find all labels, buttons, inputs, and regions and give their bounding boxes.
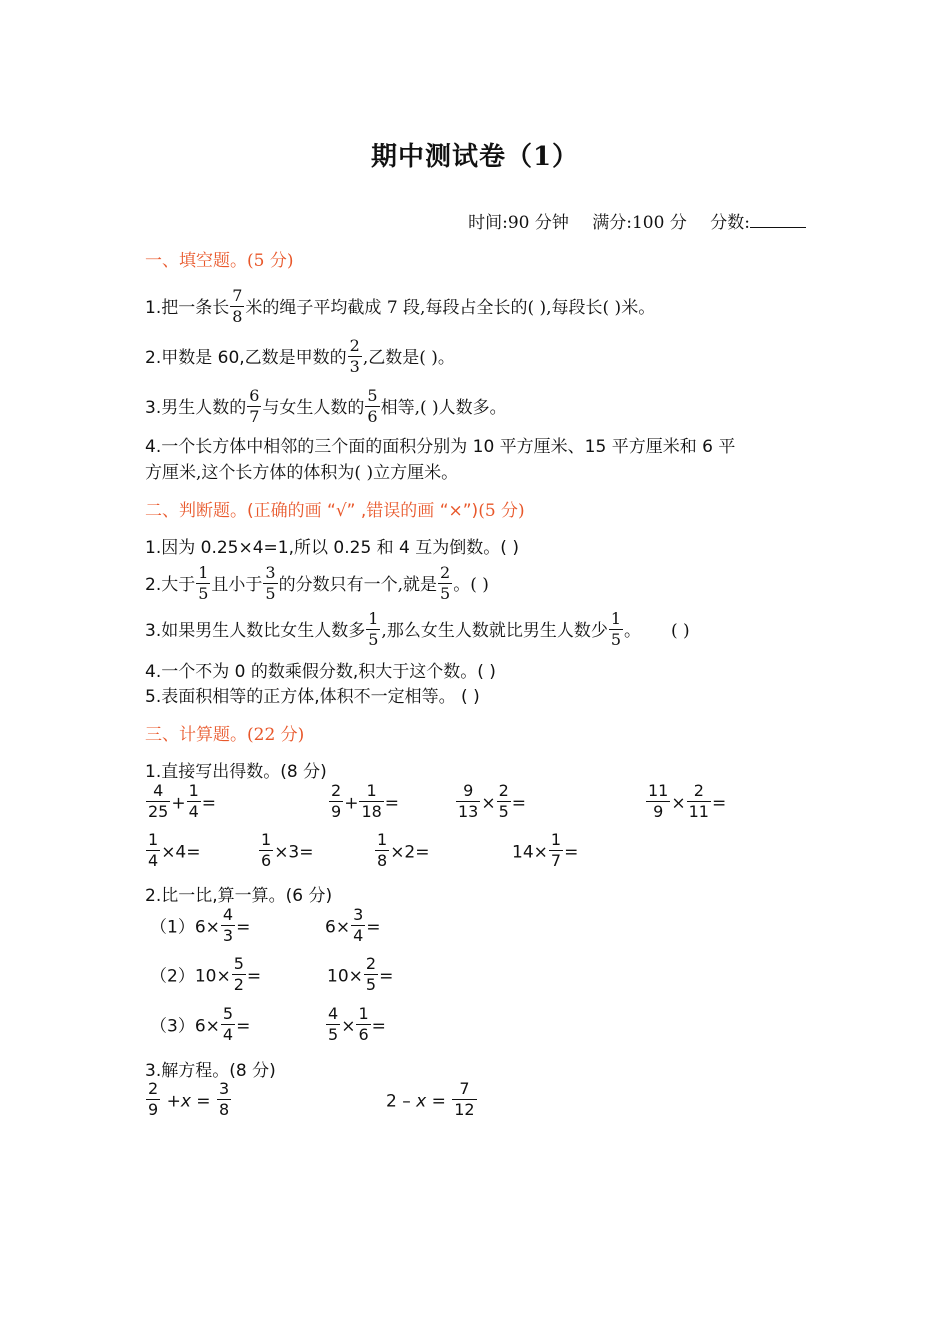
- numerator: 1: [148, 830, 159, 849]
- denominator: 8: [377, 851, 388, 870]
- q-text: 3.男生人数的: [145, 398, 247, 418]
- calc-prefix: 6×: [194, 917, 220, 938]
- numerator: 3: [218, 1079, 230, 1098]
- score-field: [710, 213, 806, 233]
- full-score: 满分:100 分: [592, 213, 687, 233]
- fraction: [375, 832, 389, 869]
- denominator: 8: [232, 307, 243, 326]
- numerator: 5: [222, 1004, 234, 1023]
- numerator: 5: [367, 386, 378, 405]
- page-title: 期中测试卷（1）: [370, 142, 580, 172]
- variable-x: x: [180, 1091, 191, 1112]
- compare-row-3-b: [325, 1004, 386, 1045]
- score-blank: [750, 211, 806, 228]
- denominator: 5: [198, 584, 209, 603]
- equals: =: [711, 793, 727, 814]
- equation-1: [145, 1079, 232, 1120]
- equals: =: [426, 1091, 452, 1112]
- fraction: [438, 565, 452, 602]
- s2-question-2: [145, 563, 489, 604]
- section-3-points: (22 分): [247, 725, 305, 745]
- s2-question-5: 5.表面积相等的正方体,体积不一定相等。 ( ): [145, 687, 480, 707]
- numerator: 1: [359, 783, 383, 802]
- fraction: [221, 907, 235, 944]
- denominator: 12: [454, 1100, 475, 1119]
- score-label: 分数:: [710, 213, 750, 233]
- answer-parens: ( ): [671, 621, 690, 641]
- equals: =: [371, 1016, 386, 1037]
- numerator: 7: [452, 1081, 476, 1100]
- denominator: 5: [265, 584, 276, 603]
- q-text: 1.把一条长: [145, 298, 230, 318]
- denominator: 8: [218, 1100, 230, 1119]
- denominator: 7: [249, 407, 260, 426]
- s2-question-4: 4.一个不为 0 的数乘假分数,积大于这个数。( ): [145, 662, 496, 682]
- numerator: 2: [349, 336, 360, 355]
- fraction: [187, 783, 201, 820]
- q-text: 米的绳子平均截成 7 段,每段占全长的( ),每段长( )米。: [245, 298, 656, 318]
- numerator: 4: [328, 1004, 339, 1023]
- numerator: 2: [687, 783, 711, 802]
- s1-question-2: [145, 336, 455, 377]
- denominator: 4: [188, 802, 199, 821]
- fraction: [221, 1006, 235, 1043]
- fraction: [196, 565, 210, 602]
- numerator: 5: [233, 954, 244, 973]
- q-text: 且小于: [211, 575, 263, 595]
- denominator: 6: [261, 851, 272, 870]
- calc-prefix: 2 –: [386, 1091, 417, 1112]
- calc-prefix: 14×: [512, 842, 548, 863]
- denominator: 3: [349, 357, 360, 376]
- calc-rest: ×2=: [390, 842, 430, 863]
- s2-question-3: [145, 609, 690, 650]
- q-text: 相等,( )人数多。: [380, 398, 507, 418]
- s1-question-1: [145, 286, 656, 327]
- operator: +: [161, 1091, 181, 1112]
- numerator: 1: [377, 830, 388, 849]
- s1-question-3: [145, 386, 507, 427]
- exam-meta: [450, 208, 806, 233]
- s1-question-4-line-2: 方厘米,这个长方体的体积为( )立方厘米。: [145, 463, 459, 483]
- section-1-title: 一、填空题。: [145, 251, 247, 271]
- s2-question-1: 1.因为 0.25×4=1,所以 0.25 和 4 互为倒数。( ): [145, 538, 519, 558]
- equals: =: [511, 793, 527, 814]
- denominator: 5: [610, 630, 622, 649]
- calc-item: [328, 781, 400, 822]
- numerator: 2: [148, 1079, 159, 1098]
- numerator: 9: [456, 783, 480, 802]
- fraction: [217, 1081, 231, 1118]
- fraction: [146, 832, 160, 869]
- row-label: （2）: [150, 966, 195, 987]
- equals: =: [379, 966, 394, 987]
- q-text: 。( ): [453, 575, 489, 595]
- numerator: 3: [353, 905, 364, 924]
- numerator: 6: [249, 386, 260, 405]
- numerator: 2: [440, 563, 451, 582]
- fraction: [549, 832, 563, 869]
- denominator: 4: [353, 926, 364, 945]
- q-text: 3.如果男生人数比女生人数多: [145, 621, 366, 641]
- row-label: （3）: [150, 1016, 195, 1037]
- equation-2: [386, 1079, 478, 1120]
- denominator: 13: [458, 802, 479, 821]
- s3-part-3: 3.解方程。(8 分): [145, 1061, 276, 1081]
- fraction: [687, 783, 711, 820]
- q-text: 2.大于: [145, 575, 196, 595]
- s3-part-2: 2.比一比,算一算。(6 分): [145, 886, 333, 906]
- compare-row-2-b: [327, 954, 394, 995]
- denominator: 18: [361, 802, 382, 821]
- q-text: ,那么女生人数就比男生人数少: [381, 621, 608, 641]
- fraction: [497, 783, 511, 820]
- equals: =: [236, 1016, 251, 1037]
- denominator: 4: [148, 851, 159, 870]
- numerator: 2: [365, 954, 377, 973]
- calc-item: [145, 830, 201, 871]
- denominator: 11: [688, 802, 709, 821]
- row-label: （1）: [150, 917, 195, 938]
- calc-item: [374, 830, 430, 871]
- equals: =: [564, 842, 579, 863]
- fraction: [456, 783, 480, 820]
- fraction: [230, 288, 244, 325]
- section-2-heading: [145, 496, 525, 521]
- numerator: 1: [261, 830, 272, 849]
- numerator: 1: [198, 563, 209, 582]
- denominator: 6: [367, 407, 378, 426]
- numerator: 3: [265, 563, 276, 582]
- section-1-heading: [145, 246, 293, 271]
- fraction: [359, 783, 383, 820]
- q-text: 与女生人数的: [262, 398, 365, 418]
- calc-item: [645, 781, 727, 822]
- fraction: [351, 907, 365, 944]
- fraction: [263, 565, 277, 602]
- denominator: 5: [440, 584, 451, 603]
- numerator: 2: [331, 781, 342, 800]
- section-1-points: (5 分): [247, 251, 294, 271]
- denominator: 5: [365, 975, 377, 994]
- equals: =: [384, 793, 400, 814]
- compare-row-1-b: [325, 905, 381, 946]
- fraction: [259, 832, 273, 869]
- section-2-title: 二、判断题。(正确的画 “√” ,错误的画 “×”): [145, 501, 479, 521]
- operator: +: [171, 793, 186, 814]
- equals: =: [190, 1091, 216, 1112]
- denominator: 9: [331, 802, 342, 821]
- denominator: 25: [148, 802, 169, 821]
- fraction: [146, 783, 170, 820]
- denominator: 3: [222, 926, 234, 945]
- equals: =: [201, 793, 217, 814]
- denominator: 7: [550, 851, 562, 870]
- calc-item: [512, 830, 579, 871]
- fraction: [609, 611, 623, 648]
- compare-row-1: [150, 905, 251, 946]
- fraction: [232, 956, 246, 993]
- calc-prefix: 6×: [194, 1016, 220, 1037]
- equals: =: [236, 917, 251, 938]
- s1-question-4-line-1: 4.一个长方体中相邻的三个面的面积分别为 10 平方厘米、15 平方厘米和 6 平: [145, 437, 736, 457]
- fraction: [646, 783, 670, 820]
- calc-item: [258, 830, 314, 871]
- fraction: [247, 388, 261, 425]
- s3-part-1: 1.直接写出得数。(8 分): [145, 762, 327, 782]
- calc-rest: ×4=: [161, 842, 201, 863]
- numerator: 1: [188, 781, 199, 800]
- numerator: 4: [146, 783, 170, 802]
- q-text: 2.甲数是 60,乙数是甲数的: [145, 348, 347, 368]
- operator: +: [344, 793, 359, 814]
- operator: ×: [481, 793, 496, 814]
- denominator: 2: [233, 975, 244, 994]
- calc-prefix: 6×: [325, 917, 351, 938]
- operator: ×: [671, 793, 686, 814]
- q-text: 的分数只有一个,就是: [278, 575, 438, 595]
- fraction: [326, 1006, 340, 1043]
- calc-prefix: 10×: [194, 966, 231, 987]
- fraction: [356, 1006, 370, 1043]
- denominator: 9: [653, 802, 664, 821]
- compare-row-3: [150, 1004, 251, 1045]
- compare-row-2: [150, 954, 262, 995]
- equals: =: [246, 966, 262, 987]
- variable-x: x: [416, 1091, 427, 1112]
- fraction: [365, 388, 379, 425]
- section-3-title: 三、计算题。: [145, 725, 247, 745]
- denominator: 6: [358, 1025, 369, 1044]
- section-2-points: (5 分): [478, 501, 525, 521]
- fraction: [364, 956, 378, 993]
- fraction: [366, 611, 380, 648]
- fraction: [452, 1081, 476, 1118]
- denominator: 5: [368, 630, 379, 649]
- calc-item: [145, 781, 217, 822]
- numerator: 7: [232, 286, 243, 305]
- calc-prefix: 10×: [327, 966, 363, 987]
- calc-item: [455, 781, 527, 822]
- denominator: 5: [498, 802, 509, 821]
- time-limit: 时间:90 分钟: [468, 213, 569, 233]
- calc-rest: ×3=: [274, 842, 314, 863]
- denominator: 4: [222, 1025, 234, 1044]
- q-text: ,乙数是( )。: [362, 348, 455, 368]
- operator: ×: [341, 1016, 356, 1037]
- denominator: 5: [328, 1025, 339, 1044]
- fraction: [146, 1081, 160, 1118]
- equals: =: [366, 917, 381, 938]
- fraction: [348, 338, 362, 375]
- denominator: 9: [148, 1100, 159, 1119]
- numerator: 1: [368, 609, 379, 628]
- numerator: 1: [550, 830, 562, 849]
- fraction: [329, 783, 343, 820]
- numerator: 1: [610, 609, 622, 628]
- numerator: 4: [222, 905, 234, 924]
- numerator: 1: [358, 1004, 369, 1023]
- q-text: 。: [624, 621, 642, 641]
- numerator: 11: [648, 781, 669, 800]
- numerator: 2: [498, 781, 509, 800]
- section-3-heading: [145, 720, 304, 745]
